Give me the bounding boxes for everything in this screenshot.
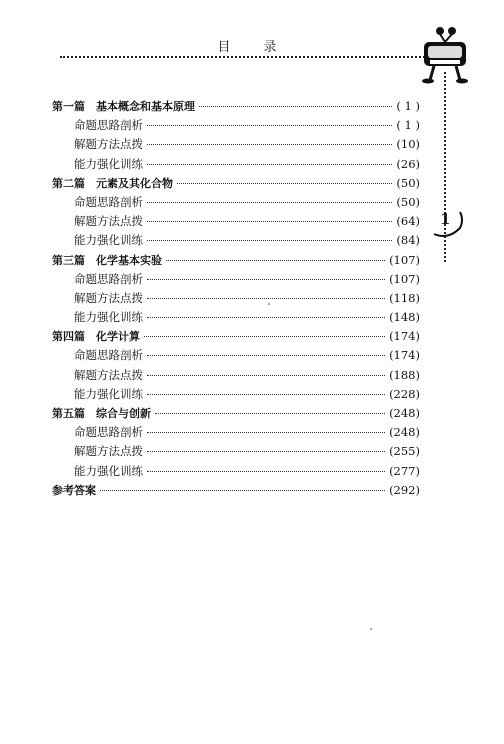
toc-page-number: (50) (396, 175, 420, 190)
toc-dot-leader (100, 490, 385, 491)
toc-part-row (52, 98, 420, 117)
toc-dot-leader (147, 298, 385, 299)
toc-dot-leader (147, 317, 385, 318)
scan-speck (370, 628, 372, 630)
toc-section-row (52, 443, 420, 462)
toc-part-row (52, 482, 420, 501)
toc-entry-label: 解题方法点拨 (74, 214, 143, 229)
toc-section-row (52, 271, 420, 290)
toc-dot-leader (155, 413, 385, 414)
toc-entry-label: 解题方法点拨 (74, 137, 143, 152)
toc-entry-label: 能力强化训练 (74, 310, 143, 325)
toc-page-number: (248) (389, 406, 420, 420)
scan-speck (268, 303, 270, 305)
toc-section-row (52, 194, 420, 213)
toc-dot-leader (147, 164, 392, 165)
toc-page-number: (84) (396, 233, 420, 248)
toc-dot-leader (147, 279, 385, 280)
toc-page-number: (188) (389, 367, 420, 382)
toc-part-row (52, 328, 420, 347)
toc-entry-label: 能力强化训练 (74, 233, 143, 248)
toc-page-number: (64) (396, 214, 420, 229)
toc-entry-label: 参考答案 (52, 483, 96, 497)
toc-entry-label: 命题思路剖析 (74, 348, 143, 363)
toc-dot-leader (147, 375, 385, 376)
toc-dot-leader (177, 183, 392, 184)
toc-page-number: (228) (389, 386, 420, 401)
toc-dot-leader (147, 394, 385, 395)
toc-entry-label: 第三篇 化学基本实验 (52, 253, 162, 267)
toc-entry-label: 第四篇 化学计算 (52, 330, 140, 344)
toc-page-number: (248) (389, 425, 420, 440)
toc-entry-label: 命题思路剖析 (74, 271, 143, 286)
toc-entry-label: 解题方法点拨 (74, 444, 143, 459)
toc-entry-label: 命题思路剖析 (74, 194, 143, 209)
toc-section-row (52, 156, 420, 175)
toc-dot-leader (147, 202, 392, 203)
toc-section-row (52, 463, 420, 482)
toc-dot-leader (199, 106, 392, 107)
toc-dot-leader (147, 240, 392, 241)
toc-dot-leader (144, 336, 385, 337)
toc-part-row (52, 252, 420, 271)
toc-page-number: (10) (396, 137, 420, 152)
table-of-contents (52, 98, 420, 501)
top-dotted-rule (60, 56, 428, 58)
toc-entry-label: 能力强化训练 (74, 463, 143, 478)
toc-page-number: (50) (396, 194, 420, 209)
toc-entry-label: 第二篇 元素及其化合物 (52, 176, 173, 190)
toc-entry-label: 命题思路剖析 (74, 425, 143, 440)
toc-page-number: ( 1 ) (396, 99, 420, 113)
toc-part-row (52, 175, 420, 194)
toc-page-number: (148) (389, 310, 420, 325)
toc-section-row (52, 290, 420, 309)
toc-dot-leader (147, 355, 385, 356)
toc-section-row (52, 367, 420, 386)
toc-page-number: ( 1 ) (396, 118, 420, 133)
toc-entry-label: 解题方法点拨 (74, 367, 143, 382)
toc-part-row (52, 405, 420, 424)
toc-section-row (52, 424, 420, 443)
toc-dot-leader (147, 125, 392, 126)
toc-dot-leader (147, 221, 392, 222)
toc-section-row (52, 309, 420, 328)
toc-page-number: (277) (389, 463, 420, 478)
toc-page-number: (107) (389, 271, 420, 286)
toc-entry-label: 能力强化训练 (74, 156, 143, 171)
toc-section-row (52, 232, 420, 251)
toc-page-number: (118) (389, 290, 420, 305)
page-title: 目 录 (217, 40, 287, 55)
toc-dot-leader (147, 471, 385, 472)
toc-page-number: (107) (389, 252, 420, 267)
toc-page-number: (292) (389, 482, 420, 497)
toc-entry-label: 命题思路剖析 (74, 118, 143, 133)
toc-dot-leader (147, 144, 392, 145)
toc-entry-label: 能力强化训练 (74, 386, 143, 401)
toc-page-number: (174) (389, 348, 420, 363)
page-number-badge (430, 206, 466, 240)
toc-entry-label: 解题方法点拨 (74, 290, 143, 305)
toc-entry-label: 第一篇 基本概念和基本原理 (52, 100, 195, 113)
toc-section-row (52, 386, 420, 405)
toc-section-row (52, 136, 420, 155)
toc-dot-leader (147, 432, 385, 433)
toc-section-row (52, 117, 420, 136)
toc-page-number: (26) (396, 156, 420, 171)
toc-dot-leader (147, 451, 385, 452)
toc-page-number: (174) (389, 329, 420, 344)
toc-page-number: (255) (389, 444, 420, 459)
toc-dot-leader (166, 260, 385, 261)
mascot-icon (418, 24, 470, 84)
toc-section-row (52, 213, 420, 232)
page-number: 1 (440, 210, 451, 228)
toc-section-row (52, 347, 420, 366)
toc-entry-label: 第五篇 综合与创新 (52, 407, 151, 420)
